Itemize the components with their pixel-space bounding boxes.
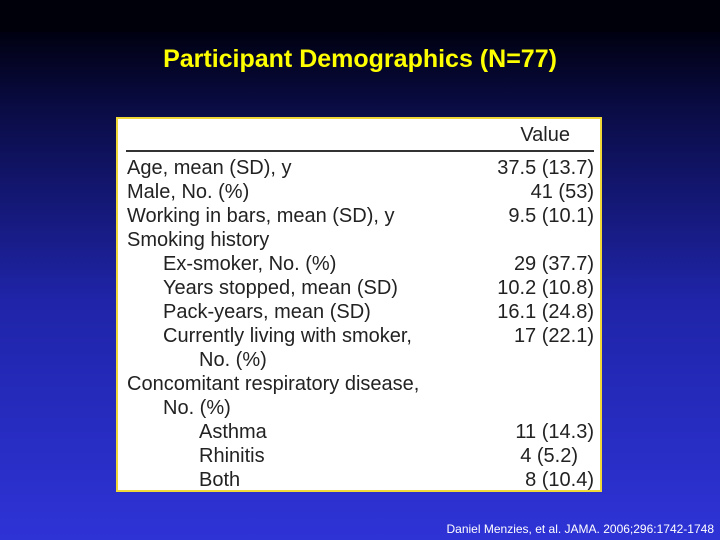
row-label: Concomitant respiratory disease, <box>127 373 420 395</box>
top-dark-band <box>0 0 720 32</box>
row-label: Rhinitis <box>199 445 265 467</box>
row-label: No. (%) <box>163 397 231 419</box>
table-row <box>118 372 600 396</box>
table-row <box>118 228 600 252</box>
row-label: Male, No. (%) <box>127 181 250 203</box>
table-row <box>118 204 600 228</box>
demographics-table <box>116 117 602 492</box>
row-value: 17 (22.1) <box>513 325 594 347</box>
row-label: Asthma <box>199 421 267 443</box>
row-label: Both <box>199 469 241 491</box>
table-row <box>118 348 600 372</box>
row-label: Working in bars, mean (SD), y <box>127 205 395 227</box>
slide-title: Participant Demographics (N=77) <box>163 45 557 73</box>
table-row <box>118 444 600 468</box>
row-label: Currently living with smoker, <box>163 325 412 347</box>
table-row <box>118 276 600 300</box>
header-divider <box>126 150 594 152</box>
row-label: Pack-years, mean (SD) <box>163 301 371 323</box>
table-row <box>118 420 600 444</box>
row-value: 8 (10.4) <box>525 469 594 491</box>
row-value: 4 (5.2) <box>520 445 578 467</box>
table-header-row <box>118 119 600 149</box>
row-value: 16.1 (24.8) <box>497 301 594 323</box>
table-row <box>118 252 600 276</box>
table-row <box>118 156 600 180</box>
row-value: 37.5 (13.7) <box>497 157 594 179</box>
row-value: 10.2 (10.8) <box>497 277 594 299</box>
value-column-header: Value <box>520 124 570 146</box>
row-value: 11 (14.3) <box>515 421 594 443</box>
table-row <box>118 300 600 324</box>
row-label: Years stopped, mean (SD) <box>163 277 398 299</box>
row-label: No. (%) <box>199 349 267 371</box>
table-row <box>118 468 600 492</box>
citation: Daniel Menzies, et al. JAMA. 2006;296:1742-1748 <box>446 522 714 536</box>
row-value: 41 (53) <box>530 181 594 203</box>
table-row <box>118 396 600 420</box>
row-label: Ex-smoker, No. (%) <box>163 253 337 275</box>
table-row <box>118 180 600 204</box>
table-row <box>118 324 600 348</box>
row-label: Smoking history <box>127 229 270 251</box>
row-value: 29 (37.7) <box>513 253 594 275</box>
row-value: 9.5 (10.1) <box>508 205 594 227</box>
row-label: Age, mean (SD), y <box>127 157 292 179</box>
